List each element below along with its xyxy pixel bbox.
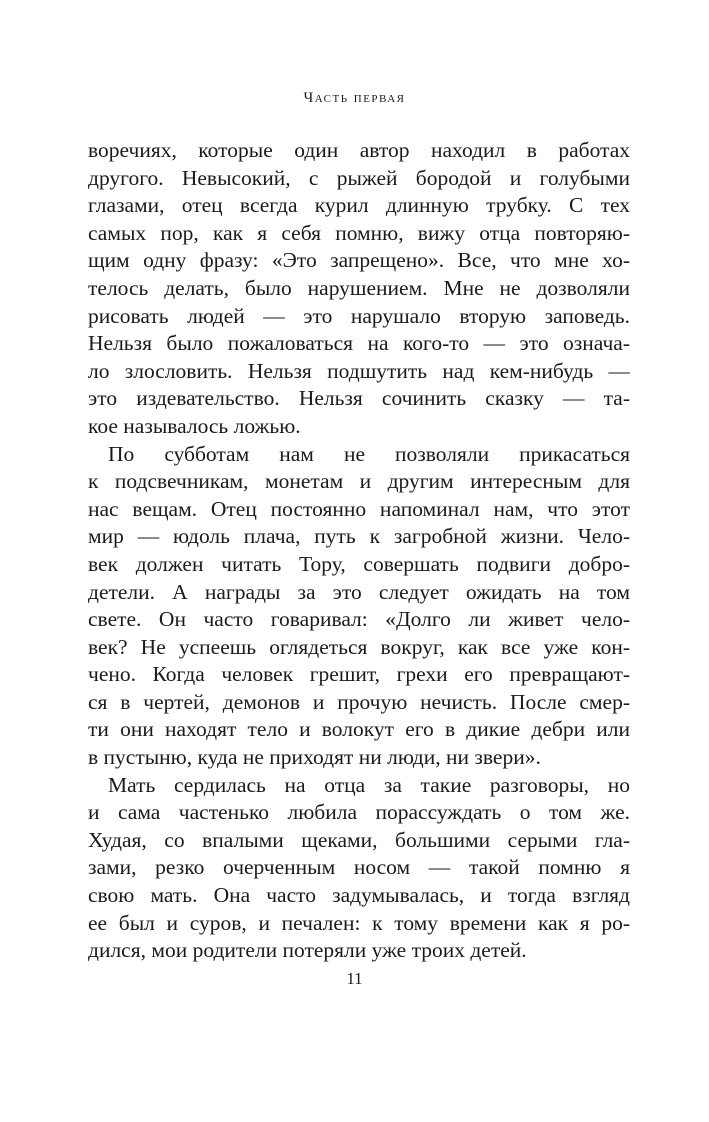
text-line: дился, мои родители потеряли уже троих детей. (88, 938, 527, 963)
text-line: По субботам нам не позволяли прикасаться (108, 441, 630, 466)
text-line: ло злословить. Нельзя подшутить над кем-нибудь — (88, 358, 630, 383)
text-line: детели. А награды за это следует ожидать на том (88, 579, 630, 604)
text-line: кое называлось ложью. (88, 413, 301, 438)
running-head: Часть первая (303, 90, 406, 106)
text-line: ее был и суров, и печален: к тому времени как я ро- (88, 910, 630, 935)
text-line: ся в чертей, демонов и прочую нечисть. После смер- (88, 689, 630, 714)
text-line: к подсвечникам, монетам и другим интересным для (88, 469, 630, 494)
text-line: самых пор, как я себя помню, вижу отца повторяю- (88, 220, 630, 245)
text-line: в пустыню, куда не приходят ни люди, ни звери». (88, 745, 541, 770)
text-line: век? Не успеешь оглядеться вокруг, как все уже кон- (88, 634, 630, 659)
paragraph (88, 772, 630, 965)
text-line: чено. Когда человек грешит, грехи его превращают- (88, 662, 630, 687)
text-line: телось делать, было нарушением. Мне не дозволяли (88, 275, 630, 300)
text-line: свою мать. Она часто задумывалась, и тогда взгляд (88, 883, 630, 908)
text-line: воречиях, которые один автор находил в работах (88, 138, 630, 162)
text-line: свете. Он часто говаривал: «Долго ли живет чело- (88, 607, 630, 632)
paragraph (88, 137, 630, 441)
body-text (88, 137, 630, 965)
text-line: рисовать людей — это нарушало вторую заповедь. (88, 303, 630, 328)
text-line: щим одну фразу: «Это запрещено». Все, что мне хо- (88, 248, 630, 273)
text-line: это издевательство. Нельзя сочинить сказку — та- (88, 386, 630, 411)
text-line: мир — юдоль плача, путь к загробной жизни. Чело- (88, 524, 630, 549)
text-line: век должен читать Тору, совершать подвиги добро- (88, 551, 630, 576)
text-line: нас вещам. Отец постоянно напоминал нам, что этот (88, 496, 630, 521)
text-line: другого. Невысокий, с рыжей бородой и голубыми (88, 165, 630, 190)
text-line: ти они находят тело и волокут его в дикие дебри или (88, 717, 630, 742)
page-number: 11 (346, 969, 363, 988)
text-line: Худая, со впалыми щеками, большими серыми гла- (88, 827, 630, 852)
text-line: Мать сердилась на отца за такие разговоры, но (108, 772, 630, 797)
text-line: глазами, отец всегда курил длинную трубку. С тех (88, 193, 630, 218)
text-line: Нельзя было пожаловаться на кого-то — это означа- (88, 331, 630, 356)
text-line: зами, резко очерченным носом — такой помню я (88, 855, 630, 880)
text-line: и сама частенько любила порассуждать о том же. (88, 800, 630, 825)
paragraph (88, 441, 630, 772)
